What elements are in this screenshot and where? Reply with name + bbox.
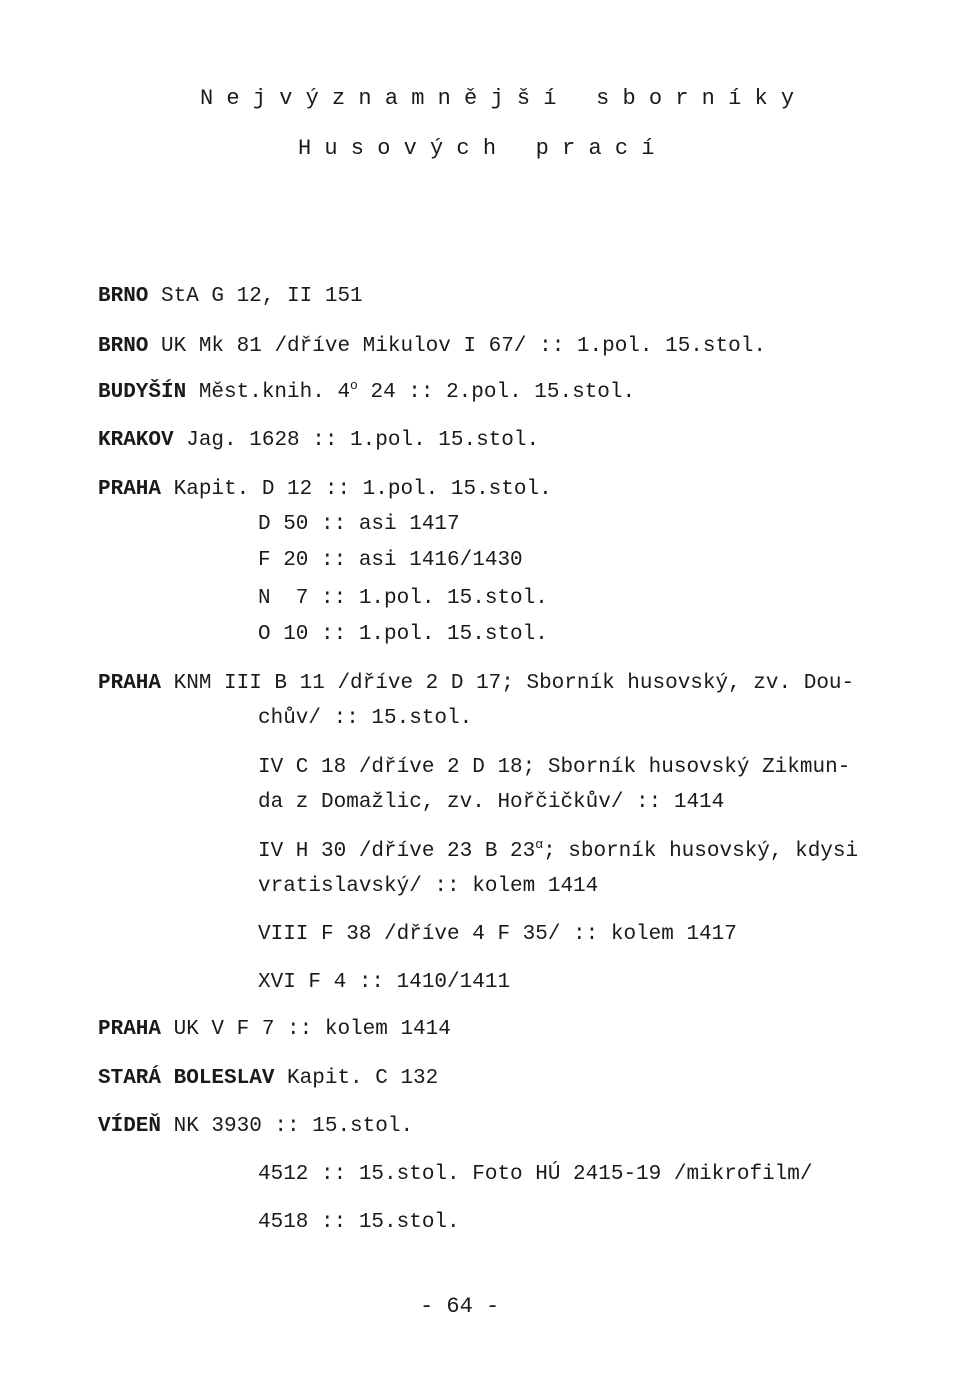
entry-praha-uk — [98, 1017, 451, 1043]
page-number: - 64 - — [420, 1294, 500, 1319]
entry-city: KRAKOV — [98, 429, 174, 452]
entry-text: 24 :: 2.pol. 15.stol. — [357, 381, 636, 404]
entry-text: NK 3930 :: 15.stol. — [161, 1115, 414, 1138]
entry-praha-knm — [98, 671, 854, 697]
entry-brno-uk — [98, 334, 766, 360]
sub-entry: IV C 18 /dříve 2 D 18; Sborník husovský Zikmun- — [258, 756, 851, 779]
sub-entry: O 10 :: 1.pol. 15.stol. — [258, 623, 548, 646]
sub-entry: XVI F 4 :: 1410/1411 — [258, 971, 511, 994]
entry-text: Kapit. C 132 — [274, 1067, 439, 1090]
entry-city: PRAHA — [98, 672, 162, 695]
entry-stara-boleslav — [98, 1066, 438, 1092]
entry-continuation: chův/ :: 15.stol. — [258, 707, 473, 730]
entry-text: IV H 30 /dříve 23 B 23 — [258, 840, 536, 863]
entry-continuation: vratislavský/ :: kolem 1414 — [258, 875, 599, 898]
entry-city: BRNO — [98, 335, 149, 358]
entry-text: ; sborník husovský, kdysi — [543, 840, 859, 863]
entry-praha-kapit — [98, 477, 552, 503]
entry-text: KNM III B 11 /dříve 2 D 17; Sborník husovský, zv. Dou- — [161, 672, 855, 695]
entry-city: BUDYŠÍN — [98, 381, 187, 404]
entry-text: Měst.knih. 4 — [186, 381, 351, 404]
entry-continuation: da z Domažlic, zv. Hořčičkův/ :: 1414 — [258, 791, 725, 814]
superscript: o — [350, 378, 358, 393]
entry-brno-sta — [98, 284, 363, 310]
entry-text: Kapit. D 12 :: 1.pol. 15.stol. — [161, 478, 552, 501]
entry-city: PRAHA — [98, 1018, 162, 1041]
page-subtitle: H u s o v ý c h p r a c í — [298, 136, 655, 161]
entry-text: UK Mk 81 /dříve Mikulov I 67/ :: 1.pol. 15.stol. — [148, 335, 766, 358]
sub-entry: 4518 :: 15.stol. — [258, 1211, 460, 1234]
entry-krakov — [98, 428, 539, 454]
entry-city: BRNO — [98, 285, 149, 308]
entry-text: UK V F 7 :: kolem 1414 — [161, 1018, 451, 1041]
entry-text: StA G 12, II 151 — [148, 285, 363, 308]
sub-entry: VIII F 38 /dříve 4 F 35/ :: kolem 1417 — [258, 923, 737, 946]
entry-city: STARÁ BOLESLAV — [98, 1067, 275, 1090]
entry-text: Jag. 1628 :: 1.pol. 15.stol. — [173, 429, 540, 452]
sub-entry: D 50 :: asi 1417 — [258, 513, 460, 536]
entry-city: PRAHA — [98, 478, 162, 501]
sub-entry — [258, 839, 858, 865]
entry-city: VÍDEŇ — [98, 1115, 162, 1138]
page-title: N e j v ý z n a m n ě j š í s b o r n í k y — [200, 86, 795, 111]
entry-budysin — [98, 380, 635, 406]
sub-entry: F 20 :: asi 1416/1430 — [258, 549, 523, 572]
sub-entry: N 7 :: 1.pol. 15.stol. — [258, 587, 548, 610]
sub-entry: 4512 :: 15.stol. Foto HÚ 2415-19 /mikrofilm/ — [258, 1163, 813, 1186]
superscript: α — [535, 837, 544, 852]
entry-viden — [98, 1114, 413, 1140]
